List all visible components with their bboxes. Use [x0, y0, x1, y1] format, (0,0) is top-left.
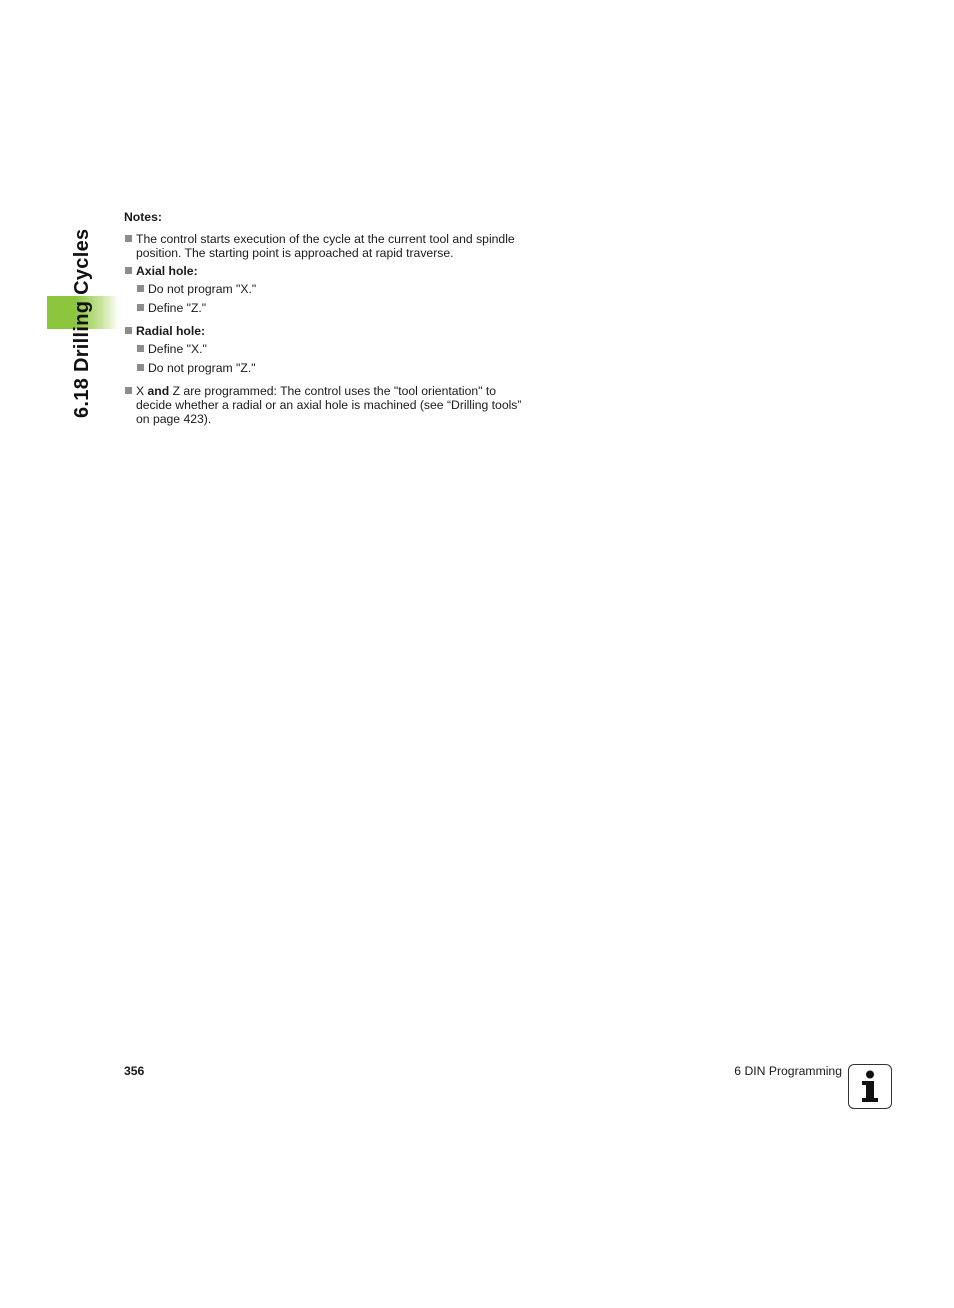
subitem-text: Define "X."	[148, 342, 207, 356]
bullet-square-icon	[125, 387, 132, 394]
chapter-title: 6 DIN Programming	[734, 1064, 842, 1078]
list-item	[124, 384, 524, 426]
subitem-text: Do not program "Z."	[148, 361, 256, 375]
list-subitem	[124, 342, 524, 356]
list-subitem	[124, 301, 524, 315]
subitem-text: Do not program "X."	[148, 282, 257, 296]
notes-section	[124, 210, 524, 430]
bullet-square-icon	[137, 304, 144, 311]
bullet-square-icon	[137, 285, 144, 292]
notes-heading: Notes:	[124, 210, 162, 224]
bullet-square-icon	[137, 345, 144, 352]
axial-hole-label: Axial hole:	[136, 264, 198, 278]
info-icon	[848, 1064, 892, 1109]
and-text: and	[147, 384, 170, 398]
subitem-text: Define "Z."	[148, 301, 207, 315]
list-item	[124, 232, 524, 260]
list-item-axial-hole	[124, 264, 524, 278]
bullet-square-icon	[125, 327, 132, 334]
radial-hole-label: Radial hole:	[136, 324, 206, 338]
bullet-square-icon	[125, 235, 132, 242]
list-subitem	[124, 361, 524, 375]
section-title: 6.18 Drilling Cycles	[71, 228, 93, 418]
list-subitem	[124, 282, 524, 296]
bullet-square-icon	[137, 364, 144, 371]
page-number: 356	[124, 1064, 145, 1078]
bullet-text: The control starts execution of the cycle at the current tool and spindle position. The starting point is approached at rapid traverse.	[136, 232, 515, 260]
list-item-radial-hole	[124, 324, 524, 338]
bullet-text: Z are programmed: The control uses the "tool orientation" to decide whether a radial or an axial hole is machined (see “Drilling tools” on page 423).	[136, 384, 522, 426]
bullet-square-icon	[125, 267, 132, 274]
x-text: X	[136, 384, 145, 398]
